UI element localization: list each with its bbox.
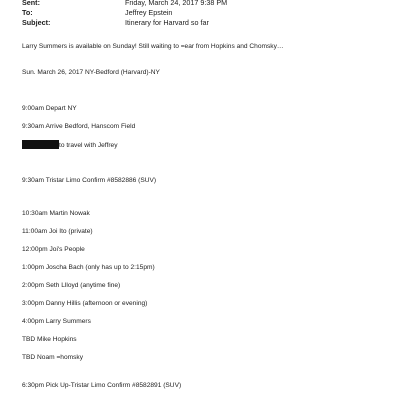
arrive-line: 9:30am Arrive Bedford, Hanscom Field <box>22 123 136 130</box>
schedule-item: 1:00pm Joscha Bach (only has up to 2:15pm) <box>22 264 155 271</box>
travel-text: to travel with Jeffrey <box>59 142 118 149</box>
pickup-line: 6:30pm Pick Up-Tristar Limo Confirm #8582891 (SUV) <box>22 382 182 389</box>
limo-confirm-line: 9:30am Tristar Limo Confirm #8582886 (SUV) <box>22 177 157 184</box>
schedule-item: 3:00pm Danny Hillis (afternoon or evening) <box>22 300 148 307</box>
schedule-item: 2:00pm Seth Llloyd (anytime fine) <box>22 282 121 289</box>
travel-line <box>22 140 118 151</box>
schedule-item: 12:00pm Joi's People <box>22 246 85 253</box>
to-label: To: <box>22 8 33 17</box>
redaction-box <box>22 140 59 149</box>
schedule-item: 11:00am Joi Ito (private) <box>22 228 93 235</box>
schedule-item: 10:30am Martin Nowak <box>22 210 90 217</box>
subject-label: Subject: <box>22 18 51 27</box>
schedule-item: TBD Noam =homsky <box>22 354 84 361</box>
schedule-item: TBD Mike Hopkins <box>22 336 77 343</box>
depart-line: 9:00am Depart NY <box>22 105 77 112</box>
schedule-item: 4:00pm Larry Summers <box>22 318 91 325</box>
subject-value: Itinerary for Harvard so far <box>125 18 209 27</box>
intro-text: Larry Summers is available on Sunday! Still waiting to =ear from Hopkins and Chomsky… <box>22 43 284 50</box>
date-line: Sun. March 26, 2017 NY-Bedford (Harvard)-NY <box>22 69 160 76</box>
to-value: Jeffrey Epstein <box>125 8 173 17</box>
sent-value: Friday, March 24, 2017 9:38 PM <box>125 0 228 7</box>
sent-label: Sent: <box>22 0 40 7</box>
